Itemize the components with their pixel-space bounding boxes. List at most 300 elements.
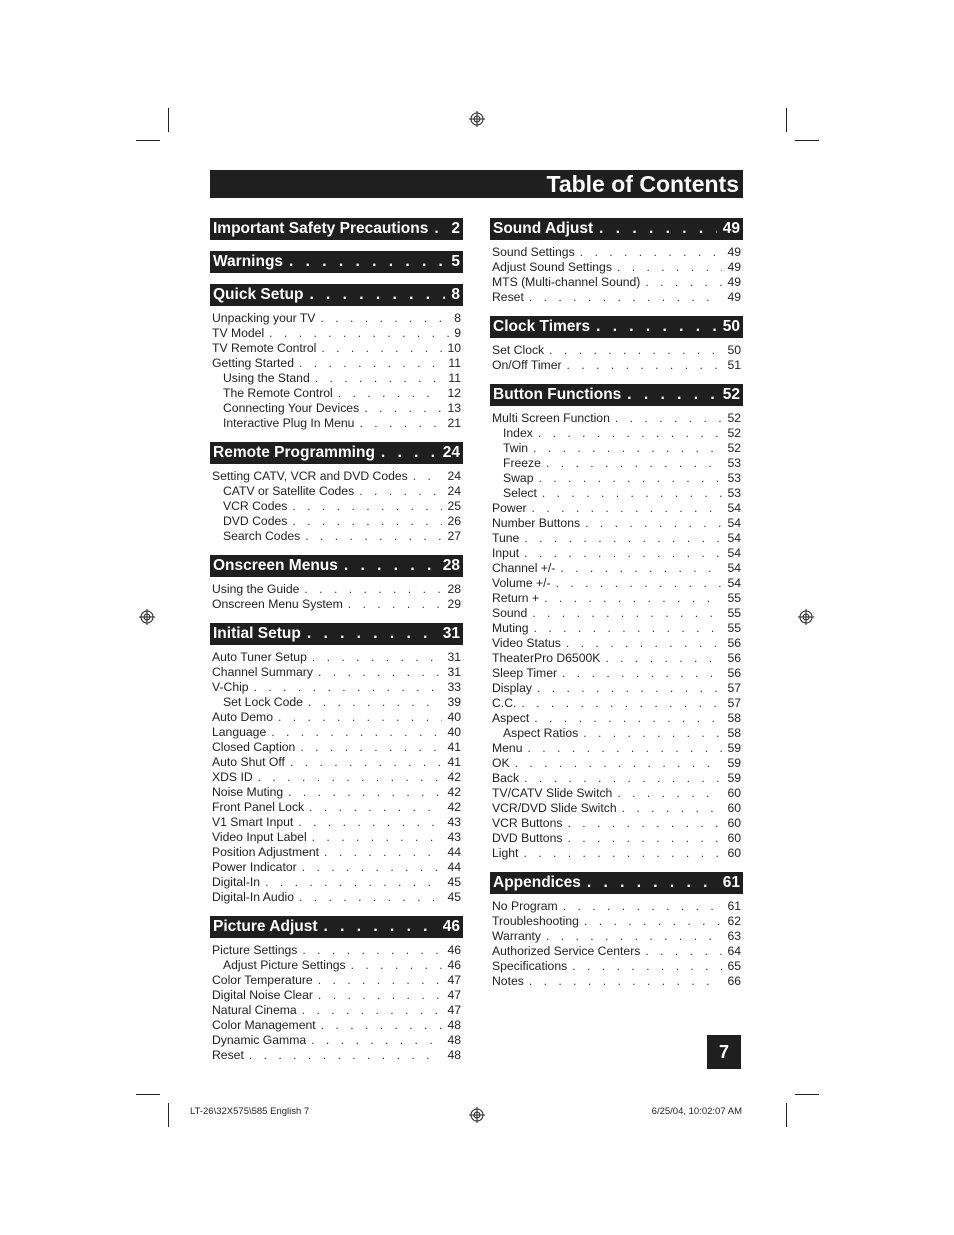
toc-entry [490,456,743,471]
toc-entry [210,958,463,973]
toc-section [210,284,463,431]
entry-title: Natural Cinema [212,1003,297,1017]
leader-dots [271,725,442,740]
toc-section [490,316,743,373]
entry-title: Digital-In Audio [212,890,294,904]
toc-entry [210,785,463,800]
leader-dots [534,711,722,726]
section-title: Picture Adjust [213,918,318,935]
entry-title: Select [503,486,537,500]
entry-page: 54 [727,501,741,515]
leader-dots [338,386,443,401]
leader-dots [290,755,442,770]
toc-entry [210,725,463,740]
toc-entry [210,755,463,770]
toc-entry [490,486,743,501]
leader-dots [542,486,723,501]
entry-page: 54 [727,576,741,590]
entry-page: 60 [727,786,741,800]
entry-title: Power Indicator [212,860,297,874]
entry-page: 46 [447,958,461,972]
crop-mark [795,1094,819,1095]
leader-dots [567,831,722,846]
entry-title: Adjust Picture Settings [223,958,346,972]
entry-title: Troubleshooting [492,914,579,928]
entry-page: 45 [447,875,461,889]
entry-title: Power [492,501,527,515]
toc-section [490,218,743,305]
leader-dots [434,220,445,238]
entry-title: Twin [503,441,529,455]
entry-page: 61 [727,899,741,913]
entry-title: V-Chip [212,680,249,694]
toc-entry [490,816,743,831]
toc-entry [490,275,743,290]
section-title: Appendices [493,874,581,891]
toc-entry [210,499,463,514]
section-header [490,218,743,240]
page-title: Table of Contents [546,171,739,197]
leader-dots [311,1033,442,1048]
toc-entry [210,514,463,529]
toc-entry [210,582,463,597]
entry-page: 65 [727,959,741,973]
crop-mark [168,1103,169,1127]
entry-page: 47 [447,1003,461,1017]
entry-page: 60 [727,801,741,815]
toc-entry [210,529,463,544]
entry-title: Return + [492,591,540,605]
entry-page: 66 [727,974,741,988]
toc-entry [210,943,463,958]
entry-page: 8 [454,311,461,325]
section-title: Warnings [213,253,284,270]
registration-mark-icon [469,111,485,127]
toc-entry [210,341,463,356]
entry-page: 25 [447,499,461,513]
toc-entry [210,1048,463,1063]
leader-dots [292,499,442,514]
toc-entry [210,311,463,326]
entry-page: 24 [447,484,461,498]
entry-title: TV Model [212,326,265,340]
footer-timestamp: 6/25/04, 10:02:07 AM [651,1106,742,1117]
entry-title: Multi Screen Function [492,411,610,425]
entry-page: 10 [447,341,461,355]
entry-page: 49 [727,245,741,259]
leader-dots [567,358,723,373]
leader-dots [622,801,723,816]
leader-dots [529,974,723,989]
toc-entry [210,597,463,612]
toc-entry [210,875,463,890]
entry-title: TV/CATV Slide Switch [492,786,613,800]
entry-page: 56 [727,636,741,650]
leader-dots [289,253,445,271]
entry-page: 33 [447,680,461,694]
toc-entry [210,830,463,845]
entry-title: Language [212,725,267,739]
entry-title: VCR/DVD Slide Switch [492,801,617,815]
toc-section [210,555,463,612]
leader-dots [627,386,716,404]
entry-title: Search Codes [223,529,301,543]
entry-title: Set Clock [492,343,545,357]
toc-entry [210,710,463,725]
entry-title: Video Input Label [212,830,307,844]
entry-title: Display [492,681,532,695]
toc-entry [210,973,463,988]
entry-page: 28 [447,582,461,596]
leader-dots [292,514,442,529]
entry-page: 57 [727,681,741,695]
leader-dots [381,444,437,462]
entry-page: 54 [727,516,741,530]
entry-page: 27 [447,529,461,543]
entry-page: 24 [447,469,461,483]
entry-page: 51 [727,358,741,372]
toc-entry [210,890,463,905]
leader-dots [320,311,449,326]
entry-title: Notes [492,974,524,988]
entry-title: Swap [503,471,534,485]
toc-entry [490,606,743,621]
entry-title: Adjust Sound Settings [492,260,612,274]
toc-entry [210,860,463,875]
toc-entry [210,740,463,755]
leader-dots [249,1048,443,1063]
entry-title: Reset [492,290,524,304]
leader-dots [572,959,722,974]
leader-dots [302,860,443,875]
toc-entry [210,1033,463,1048]
entry-page: 59 [727,741,741,755]
entry-page: 43 [447,815,461,829]
toc-entry [490,546,743,561]
entry-page: 42 [447,785,461,799]
leader-dots [556,576,723,591]
toc-entry [490,831,743,846]
entry-title: Volume +/- [492,576,551,590]
entry-title: Set Lock Code [223,695,303,709]
leader-dots [532,501,723,516]
toc-section [210,251,463,273]
toc-entry [490,441,743,456]
leader-dots [544,591,722,606]
toc-entry [210,665,463,680]
leader-dots [359,416,442,431]
entry-page: 57 [727,696,741,710]
entry-title: Auto Tuner Setup [212,650,307,664]
section-title: Initial Setup [213,625,301,642]
toc-entry [490,426,743,441]
entry-page: 29 [447,597,461,611]
leader-dots [528,741,723,756]
leader-dots [524,546,722,561]
toc-entry [490,260,743,275]
entry-title: Setting CATV, VCR and DVD Codes [212,469,408,483]
entry-title: Index [503,426,533,440]
entry-page: 48 [447,1033,461,1047]
toc-entry [490,899,743,914]
entry-page: 11 [448,371,461,385]
toc-entry [490,801,743,816]
section-page: 24 [442,444,460,461]
toc-entry [490,531,743,546]
entry-title: Color Management [212,1018,316,1032]
toc-entry [490,245,743,260]
leader-dots [413,469,443,484]
entry-title: Sleep Timer [492,666,558,680]
entry-page: 31 [447,665,461,679]
entry-page: 64 [727,944,741,958]
entry-page: 40 [447,725,461,739]
section-title: Sound Adjust [493,220,594,237]
entry-page: 52 [727,441,741,455]
leader-dots [580,245,723,260]
leader-dots [318,665,443,680]
entry-title: Position Adjustment [212,845,320,859]
leader-dots [298,815,442,830]
leader-dots [304,582,442,597]
entry-page: 60 [727,831,741,845]
section-page: 28 [442,557,460,574]
entry-page: 52 [727,411,741,425]
leader-dots [617,260,723,275]
toc-entry [490,771,743,786]
toc-entry [210,680,463,695]
entry-page: 58 [727,711,741,725]
toc-entry [490,914,743,929]
entry-title: Number Buttons [492,516,581,530]
leader-dots [288,785,442,800]
entry-title: Reset [212,1048,244,1062]
entry-title: CATV or Satellite Codes [223,484,355,498]
entry-page: 62 [727,914,741,928]
toc-entry [490,846,743,861]
entry-title: Getting Started [212,356,294,370]
leader-dots [351,958,443,973]
leader-dots [596,318,717,336]
entry-title: Closed Caption [212,740,296,754]
toc-entry [210,416,463,431]
toc-entry [490,411,743,426]
entry-title: Channel Summary [212,665,313,679]
toc-entry [490,681,743,696]
leader-dots [307,625,437,643]
crop-mark [136,140,160,141]
entry-title: The Remote Control [223,386,333,400]
leader-dots [318,988,443,1003]
toc-entry [490,621,743,636]
leader-dots [615,411,723,426]
section-header [490,872,743,894]
leader-dots [524,771,722,786]
toc-entry [490,944,743,959]
entry-page: 59 [727,771,741,785]
entry-title: Interactive Plug In Menu [223,416,355,430]
entry-title: XDS ID [212,770,253,784]
section-title: Clock Timers [493,318,591,335]
leader-dots [539,471,723,486]
crop-mark [786,1103,787,1127]
section-page: 46 [442,918,460,935]
entry-title: Auto Shut Off [212,755,285,769]
toc-entry [490,756,743,771]
entry-page: 42 [447,770,461,784]
toc-entry [210,800,463,815]
toc-entry [490,576,743,591]
section-header [210,251,463,273]
entry-title: Color Temperature [212,973,313,987]
leader-dots [617,786,722,801]
entry-title: Channel +/- [492,561,556,575]
registration-mark-icon [798,609,814,625]
toc-right-column [490,218,743,1000]
leader-dots [566,636,723,651]
toc-entry [490,666,743,681]
entry-title: Warranty [492,929,541,943]
entry-title: Menu [492,741,523,755]
toc-section [210,916,463,1063]
leader-dots [305,529,442,544]
entry-page: 44 [447,845,461,859]
toc-section [490,872,743,989]
entry-title: Auto Demo [212,710,273,724]
toc-entry [210,988,463,1003]
leader-dots [324,918,437,936]
toc-entry [210,386,463,401]
entry-page: 56 [727,666,741,680]
leader-dots [318,973,443,988]
toc-entry [490,974,743,989]
entry-title: Muting [492,621,529,635]
leader-dots [309,286,445,304]
section-title: Quick Setup [213,286,304,303]
entry-page: 46 [447,943,461,957]
leader-dots [324,845,442,860]
leader-dots [538,426,723,441]
leader-dots [265,875,442,890]
leader-dots [546,929,722,944]
crop-mark [136,1094,160,1095]
leader-dots [645,275,722,290]
toc-entry [490,290,743,305]
toc-entry [490,471,743,486]
crop-mark [168,108,169,132]
entry-title: Back [492,771,520,785]
entry-title: Aspect [492,711,530,725]
toc-section [210,442,463,544]
entry-title: Authorized Service Centers [492,944,641,958]
entry-page: 53 [727,456,741,470]
entry-title: Sound [492,606,528,620]
section-page: 31 [442,625,460,642]
entry-title: Digital-In [212,875,261,889]
entry-page: 12 [447,386,461,400]
entry-page: 42 [447,800,461,814]
toc-entry [490,358,743,373]
toc-entry [490,591,743,606]
section-page: 50 [722,318,740,335]
toc-entry [210,815,463,830]
entry-page: 55 [727,591,741,605]
entry-page: 52 [727,426,741,440]
toc-entry [490,959,743,974]
entry-page: 59 [727,756,741,770]
leader-dots [278,710,442,725]
entry-title: Onscreen Menu System [212,597,343,611]
section-title: Important Safety Precautions [213,220,429,237]
entry-title: Connecting Your Devices [223,401,360,415]
entry-title: TV Remote Control [212,341,317,355]
toc-entry [490,501,743,516]
leader-dots [645,944,722,959]
leader-dots [269,326,449,341]
toc-entry [490,786,743,801]
toc-entry [210,695,463,710]
toc-entry [490,343,743,358]
toc-section [490,384,743,861]
entry-page: 43 [447,830,461,844]
section-page: 52 [722,386,740,403]
toc-entry [210,1003,463,1018]
leader-dots [309,800,442,815]
leader-dots [546,456,723,471]
crop-mark [795,140,819,141]
leader-dots [312,650,443,665]
leader-dots [562,666,722,681]
toc-entry [210,484,463,499]
entry-page: 60 [727,846,741,860]
entry-page: 9 [454,326,461,340]
leader-dots [299,356,443,371]
toc-entry [490,711,743,726]
section-header [210,623,463,645]
toc-entry [210,356,463,371]
page-number: 7 [707,1035,741,1069]
entry-page: 41 [447,740,461,754]
crop-mark [786,108,787,132]
leader-dots [533,441,722,456]
entry-title: On/Off Timer [492,358,562,372]
entry-page: 41 [447,755,461,769]
entry-title: V1 Smart Input [212,815,294,829]
entry-title: Front Panel Lock [212,800,305,814]
toc-entry [490,696,743,711]
leader-dots [532,606,722,621]
entry-page: 55 [727,621,741,635]
leader-dots [299,890,442,905]
entry-page: 54 [727,561,741,575]
entry-page: 54 [727,531,741,545]
leader-dots [321,1018,443,1033]
section-page: 5 [451,253,460,270]
entry-page: 56 [727,651,741,665]
entry-page: 48 [447,1048,461,1062]
entry-page: 47 [447,988,461,1002]
section-title: Remote Programming [213,444,375,461]
toc-entry [490,741,743,756]
title-bar [210,170,743,198]
entry-title: OK [492,756,510,770]
leader-dots [529,290,723,305]
entry-page: 31 [447,650,461,664]
entry-page: 49 [727,260,741,274]
leader-dots [515,756,723,771]
entry-title: Sound Settings [492,245,575,259]
entry-title: Noise Muting [212,785,284,799]
